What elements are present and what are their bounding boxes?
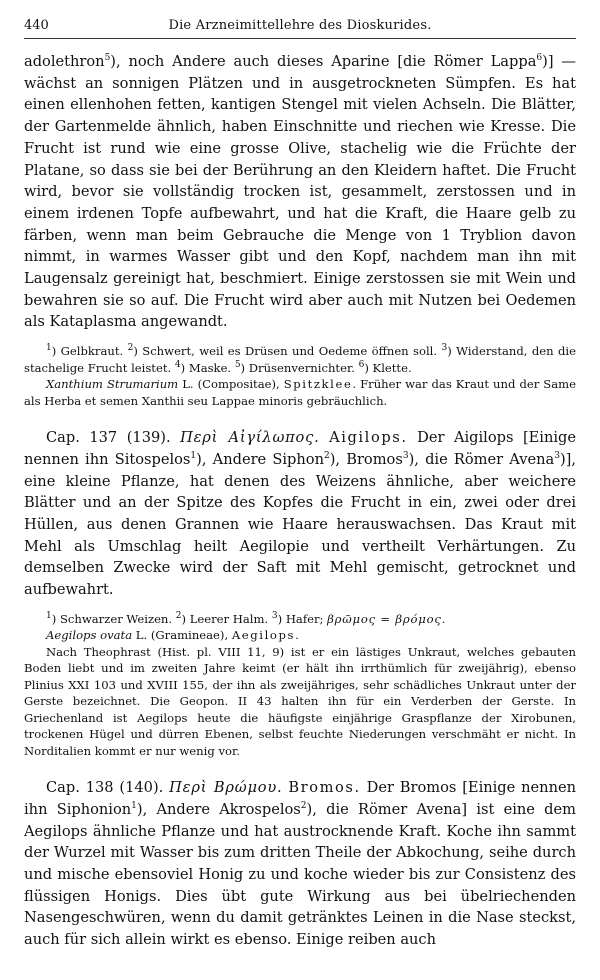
theophrast-note: Nach Theophrast (Hist. pl. VIII 11, 9) ist er ein lästiges Unkraut, welches gebauten Boden liebt und im zweiten Jahre keimt (er hält ihn irrthümlich für zweijährig), ebenso Plinius XXI 103 und XVIII 155, der ihn als zweijähriges, sehr schädliches Unkraut unter der Gerste bezeichnet. Die Geopon. II 43 halten ihn für ein Verderben der Gerste. In Griechenland ist Aegilops heute die häufigste einjährige Graspflanze der Xirobunen, trockenen Hügel und dürren Ebenen, selbst feuchte Niederungen verschmäht er nicht. In Norditalien kommt er nur wenig vor. (24, 644, 576, 758)
page-number: 440 (24, 18, 49, 33)
chapter-137 (24, 427, 576, 601)
latin-title: Bromos. (288, 779, 361, 797)
chapter-137-number: Cap. 137 (139). (46, 429, 171, 447)
greek-title: Περὶ Βρώμου. (169, 779, 283, 797)
chapter-138-text: Cap. 138 (140). Περὶ Βρώμου. Bromos. Der Bromos [Einige nennen ihn Siphonion$^1$), Andere Akrospelos$^2$), die Römer Avena] ist eine dem Aegilops ähnliche Pflanze und hat austrocknende Kraft. Koche ihn sammt der Wurzel mit Wasser bis zum dritten Theile der Abkochung, seihe durch und mische ebensoviel Honig zu und koche wieder bis zur Consistenz des flüssigen Honigs. Dies übt gute Wirkung aus bei übelriechenden Nasengeschwüren, wenn du damit getränktes Leinen in die Nase steckst, auch für sich allein wirkt es ebenso. Einige reiben auch (24, 779, 577, 949)
footnotes-xanthium (24, 343, 576, 409)
footnote-list: $^1$) Schwarzer Weizen. $^2$) Leerer Halm. $^3$) Hafer; βρῶμος = βρόμος. (46, 610, 447, 626)
running-title: Die Arzneimittellehre des Dioskurides. (168, 18, 432, 33)
botanical-note: Xanthium Strumarium L. (Compositae), Spitzklee. Früher war das Kraut und der Same als Herba et semen Xanthii seu Lappae minoris gebräuchlich. (24, 377, 576, 408)
footnote-list: $^1$) Gelbkraut. $^2$) Schwert, weil es Drüsen und Oedeme öffnen soll. $^3$) Widerstand, den die stachelige Frucht leistet. $^4$) Maske. $^5$) Drüsenvernichter. $^6$) Klette. (24, 343, 576, 375)
botanical-note: Aegilops ovata L. (Gramineae), Aegilops. (46, 628, 299, 643)
greek-title: Περὶ Αἰγίλωπος. (180, 429, 320, 447)
chapter-138-number: Cap. 138 (140). (46, 779, 164, 797)
chapter-138 (24, 777, 576, 951)
footnotes-aigilops (24, 611, 576, 760)
page-header (24, 12, 576, 39)
latin-title: Aigilops. (329, 429, 408, 447)
chapter-137-text: Cap. 137 (139). Περὶ Αἰγίλωπος. Aigilops. Der Aigilops [Einige nennen ihn Sitospelos$^1$), Andere Siphon$^2$), Bromos$^3$), die Römer Avena$^3$)], eine kleine Pflanze, hat denen des Weizens ähnliche, aber weichere Blätter und an der Spitze des Kopfes die Frucht in ein, zwei oder drei Hüllen, aus denen Grannen wie Haare herauswachsen. Das Kraut mit Mehl als Umschlag heilt Aegilopie und vertheilt Verhärtungen. Zu demselben Zwecke wird der Saft mit Mehl gemischt, getrocknet und aufbewahrt. (24, 429, 577, 599)
paragraph-xanthium-continued: adolethron$^5$), noch Andere auch dieses Aparine [die Römer Lappa$^6$)] — wächst an sonnigen Plätzen und in ausgetrockneten Sümpfen. Es hat einen ellenhohen fetten, kantigen Stengel mit vielen Achseln. Die Blätter, der Gartenmelde ähnlich, haben Einschnitte und riechen wie Kresse. Die Frucht ist rund wie eine grosse Olive, stachelig wie die Früchte der Platane, so dass sie bei der Berührung an den Kleidern haftet. Die Frucht wird, bevor sie vollständig trocken ist, gesammelt, zerstossen und in einem irdenen Topfe aufbewahrt, und hat die Kraft, die Haare gelb zu färben, wenn man beim Gebrauche die Menge von 1 Tryblion davon nimmt, in warmes Wasser gibt und den Kopf, nachdem man ihn mit Laugensalz gereinigt hat, beschmiert. Einige zerstossen sie mit Wein und bewahren sie so auf. Die Frucht wird aber auch mit Nutzen bei Oedemen als Kataplasma angewandt. (24, 53, 576, 331)
